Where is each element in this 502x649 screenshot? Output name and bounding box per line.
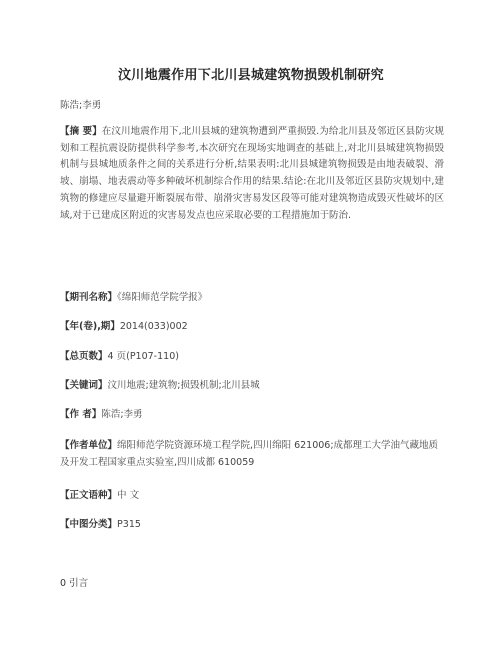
abstract-paragraph [60,124,444,224]
abstract-label: 【摘 要】 [60,126,102,137]
field-value: 《绵阳师范学院学报》 [117,292,208,303]
field-journal [60,290,444,307]
abstract-text: 在汶川地震作用下,北川县城的建筑物遭到严重损毁.为给北川县及邻近区县防灾规划和工程抗震设防提供科学参考,本次研究在现场实地调查的基础上,对北川县城建筑物损毁机制与县城地质条件之间的关系进行分析,结果表明:北川县城建筑物损毁是由地表破裂、滑坡、崩塌、地表震动等多种破坏机制综合作用的结果.结论:在北川及邻近区县防灾规划中,建筑物的修建应尽量避开断裂展布带、崩滑灾害易发区段等可能对建筑物造成毁灭性破坏的区域,对于已建成区附近的灾害易发点也应采取必要的工程措施加于防治. [60,126,444,221]
field-authors [60,407,444,424]
paper-title: 汶川地震作用下北川县城建筑物损毁机制研究 [117,68,384,83]
field-label: 【年(卷),期】 [60,321,120,332]
section-heading-introduction: 0 引言 [60,578,89,589]
field-label: 【作 者】 [60,409,102,420]
field-value: 2014(033)002 [119,321,188,332]
field-page-count [60,349,444,366]
field-label: 【作者单位】 [60,440,118,451]
field-label: 【期刊名称】 [60,292,118,303]
field-keywords [60,378,444,395]
field-value: 中 文 [117,490,140,501]
field-value: 陈浩;李勇 [101,409,143,420]
field-label: 【总页数】 [60,351,108,362]
field-value: 绵阳师范学院资源环境工程学院,四川绵阳 621006;成都理工大学油气藏地质及开发工程国家重点实验室,四川成都 610059 [60,440,439,468]
field-language [60,488,444,505]
field-affiliation [60,437,444,471]
field-value: P315 [117,519,141,530]
field-value: 汶川地震;建筑物;损毁机制;北川县城 [107,380,260,391]
field-value: 4 页(P107-110) [107,351,179,362]
field-label: 【中图分类】 [60,519,118,530]
field-classification [60,517,444,534]
field-label: 【关键词】 [60,380,108,391]
author-line: 陈浩;李勇 [60,100,102,111]
field-label: 【正文语种】 [60,490,118,501]
field-volume-issue [60,319,444,336]
